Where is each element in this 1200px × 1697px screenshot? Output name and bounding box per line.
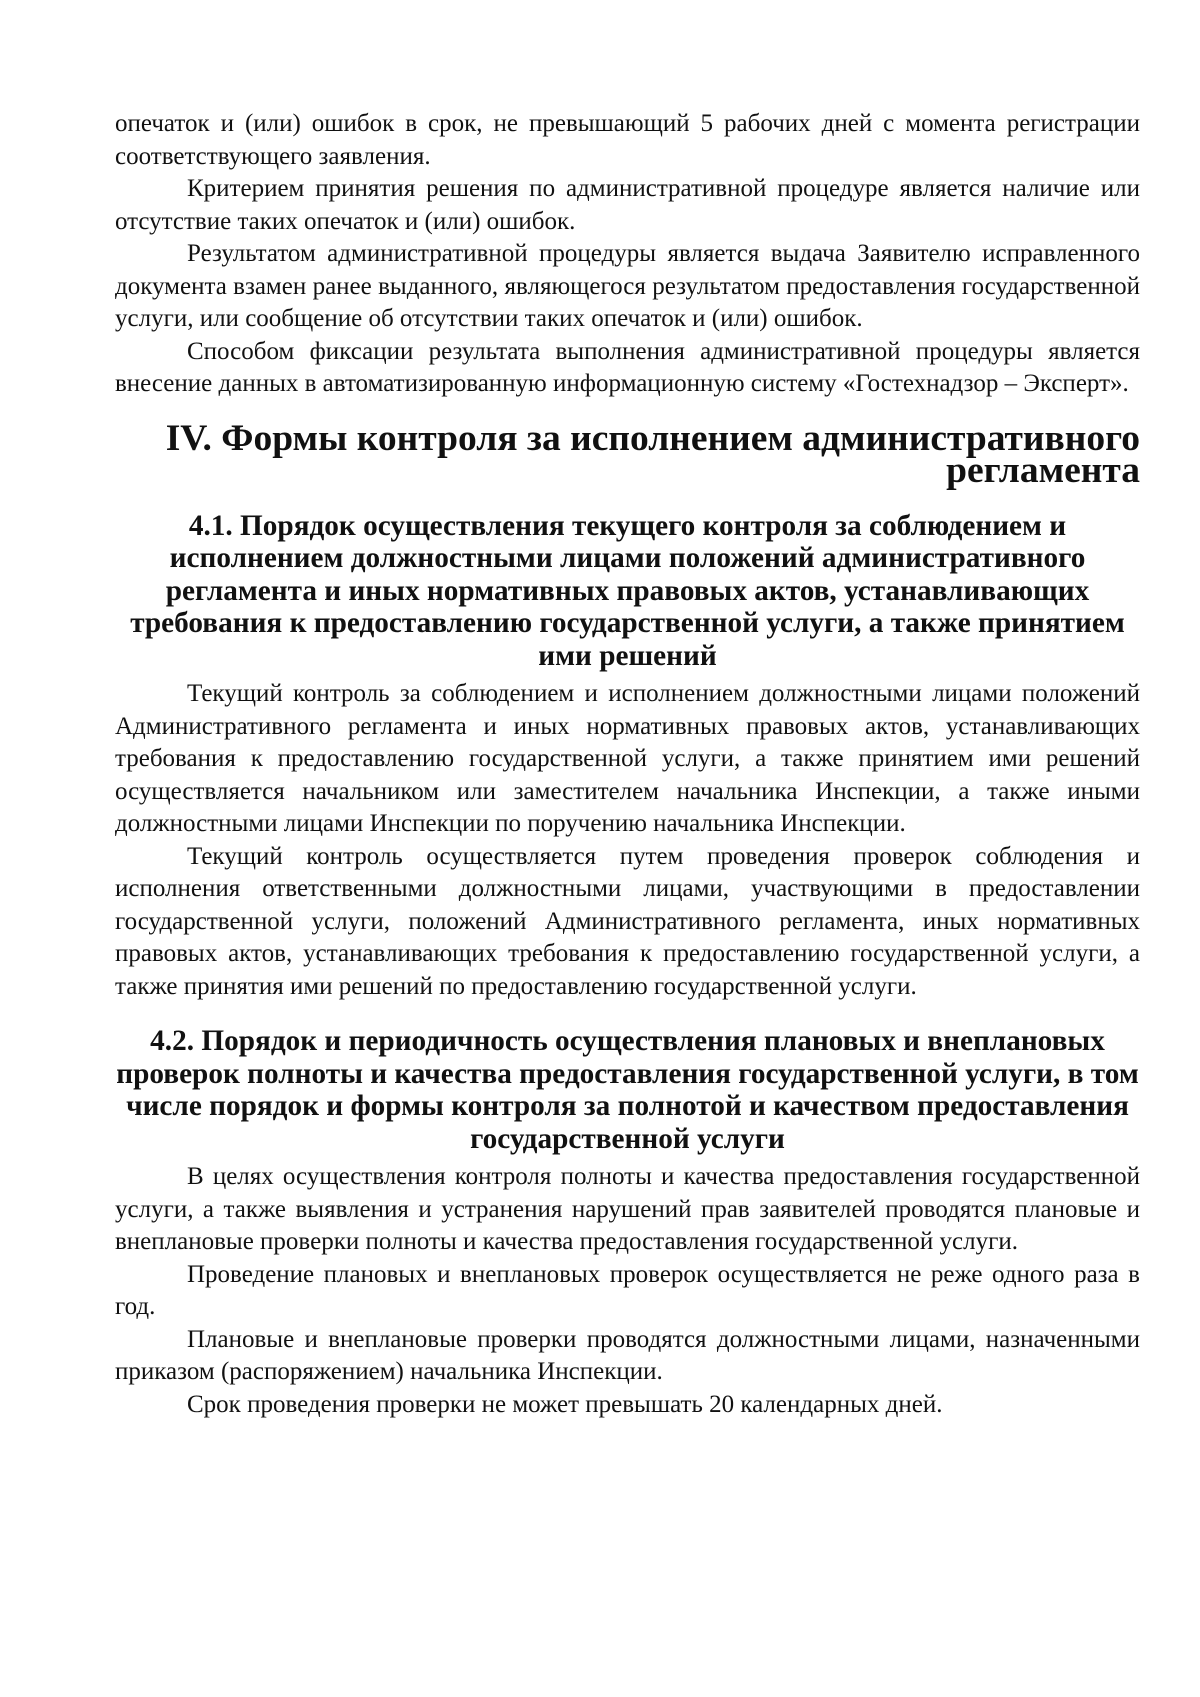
paragraph-check-officials: Плановые и внеплановые проверки проводятся должностными лицами, назначенными приказом (распоряжением) начальника Инспекции.: [115, 1325, 1140, 1385]
paragraph-check-frequency: Проведение плановых и внеплановых проверок осуществляется не реже одного раза в год.: [115, 1260, 1140, 1320]
subsection-heading-4-2: 4.2. Порядок и периодичность осуществления плановых и внеплановых проверок полноты и качества предоставления государственной услуги, в том числе порядок и формы контроля за полнотой и качеством предоставления государственной услуги: [116, 1025, 1139, 1155]
paragraph-criterion: Критерием принятия решения по административной процедуре является наличие или отсутствие таких опечаток и (или) ошибок.: [115, 175, 1140, 235]
subsection-heading-4-1: 4.1. Порядок осуществления текущего контроля за соблюдением и исполнением должностными лицами положений административного регламента и иных нормативных правовых актов, устанавливающих требования к предоставлению государственной услуги, а также принятием ими решений: [130, 509, 1125, 672]
section-heading-iv: IV. Формы контроля за исполнением административного регламента: [165, 417, 1140, 491]
paragraph-result: Результатом административной процедуры является выдача Заявителю исправленного документа взамен ранее выданного, являющегося результатом предоставления государственной услуги, или сообщение об отсутствии таких опечаток и (или) ошибок.: [115, 240, 1140, 332]
paragraph-check-duration: Срок проведения проверки не может превышать 20 календарных дней.: [187, 1390, 943, 1418]
paragraph-fixation-method: Способом фиксации результата выполнения административной процедуры является внесение данных в автоматизированную информационную систему «Гостехнадзор – Эксперт».: [115, 337, 1140, 397]
paragraph-continuation: опечаток и (или) ошибок в срок, не превышающий 5 рабочих дней с момента регистрации соответствующего заявления.: [115, 110, 1140, 170]
paragraph-current-control-checks: Текущий контроль осуществляется путем проведения проверок соблюдения и исполнения ответственными должностными лицами, участвующими в предоставлении государственной услуги, положений Административного регламента, иных нормативных правовых актов, устанавливающих требования к предоставлению государственной услуги, а также принятия ими решений по предоставлению государственной услуги.: [115, 842, 1140, 1000]
paragraph-current-control: Текущий контроль за соблюдением и исполнением должностными лицами положений Административного регламента и иных нормативных правовых актов, устанавливающих требования к предоставлению государственной услуги, а также принятием ими решений осуществляется начальником или заместителем начальника Инспекции, а также иными должностными лицами Инспекции по поручению начальника Инспекции.: [115, 680, 1140, 837]
document-body: [115, 108, 1140, 1421]
paragraph-quality-control: В целях осуществления контроля полноты и качества предоставления государственной услуги, а также выявления и устранения нарушений прав заявителей проводятся плановые и внеплановые проверки полноты и качества предоставления государственной услуги.: [115, 1163, 1140, 1255]
